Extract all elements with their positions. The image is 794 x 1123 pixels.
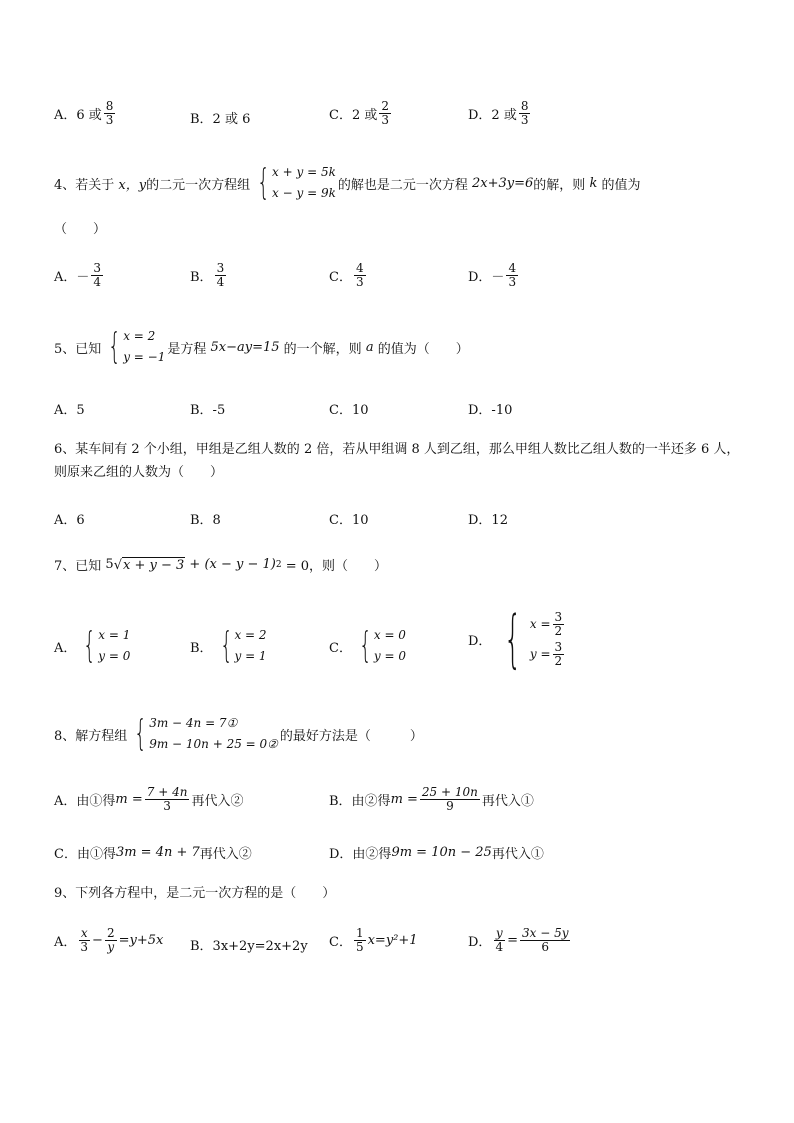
q5-option-b: B．-5 [190,403,226,418]
fraction: $\frac{2}{3}$ [381,99,389,127]
square-root: √ x + y − 3 [113,557,185,573]
q9-option-a: A． $\frac{x}{3}$ − $\frac{2}{y}$ =y+5x [54,926,164,954]
q5-option-a: A．5 [54,403,85,418]
fraction: $\frac{8}{3}$ [105,99,114,127]
q5-option-c: C．10 [329,403,369,418]
q7-option-c: C． { x = 0 y = 0 [329,625,406,666]
q5-stem: 5、已知 { x = 2 y = −1 是方程 5x−ay=15 的一个解，则 a 的值为（ ） [54,326,469,367]
q4-option-b: B． $\frac{3}{4}$ [190,261,225,289]
q5-option-d: D．-10 [468,403,513,418]
q9-stem: 9、下列各方程中，是二元一次方程的是（ ） [54,886,336,901]
q9-option-d: D． $\frac{y}{4}$ = $\frac{3x - 5y}{6}$ [468,926,569,954]
q4-option-c: C． $\frac{4}{3}$ [329,261,364,289]
q3-option-b: B．2 或 6 [190,112,251,127]
q9-option-b: B．3x+2y=2x+2y [190,939,308,954]
q7-option-a: A． { x = 1 y = 0 [54,625,131,666]
q4-option-d: D．－ $\frac{4}{3}$ [468,261,517,289]
q4-stem: 4、若关于 x，y 的二元一次方程组 { x + y = 5k x − y = 9k 的解也是二元一次方程 2x+3y=6 的解，则 k 的值为 [54,162,641,203]
q7-option-d: D． { x = $\frac{3}{2}$ y = $\frac{3}{2}$ [468,602,563,675]
q8-option-c: C．由①得 3m = 4n + 7 再代入② [54,845,252,862]
q3-option-c: C．2 或 $\frac{2}{3}$ [329,99,389,127]
q9-option-c: C． $\frac{1}{5}$ x=y²+1 [329,926,418,954]
equation-system: { x = 2 y = −1 [108,326,166,367]
fraction: $\frac{4}{3}$ [355,261,364,289]
equation-system: { 3m − 4n = 7① 9m − 10n + 25 = 0② [134,713,278,754]
fraction: $\frac{8}{3}$ [520,99,529,127]
q4-answer-paren: （ ） [54,222,107,237]
q6-stem: 6、某车间有 2 个小组，甲组是乙组人数的 2 倍，若从甲组调 8 人到乙组，那么甲组人数比乙组人数的一半还多 6 人，则原来乙组的人数为（ ） [54,442,740,480]
q6-option-d: D．12 [468,513,508,528]
q6-option-a: A．6 [54,513,85,528]
q3-option-a: A．6 或 $\frac{8}{3}$ [54,99,114,127]
q6-option-c: C．10 [329,513,369,528]
q8-option-d: D．由②得 9m = 10n − 25 再代入① [329,845,544,862]
q7-stem: 7、已知 5 √ x + y − 3 + (x − y − 1) 2 = 0，则（ ） [54,557,388,574]
q8-option-b: B．由②得 m = $\frac{25 + 10n}{9}$ 再代入① [329,785,534,813]
q6-option-b: B．8 [190,513,221,528]
q8-option-a: A．由①得 m = $\frac{7 + 4n}{3}$ 再代入② [54,785,244,813]
q4-option-a: A．－ $\frac{3}{4}$ [54,261,102,289]
fraction: $\frac{3}{4}$ [93,261,102,289]
fraction: $\frac{3}{4}$ [216,261,225,289]
equation-system: { x + y = 5k x − y = 9k [257,162,336,203]
q8-stem: 8、解方程组 { 3m − 4n = 7① 9m − 10n + 25 = 0② 的最好方法是（ ） [54,713,423,754]
fraction: $\frac{4}{3}$ [508,261,517,289]
q3-option-d: D．2 或 $\frac{8}{3}$ [468,99,529,127]
q7-option-b: B． { x = 2 y = 1 [190,625,267,666]
